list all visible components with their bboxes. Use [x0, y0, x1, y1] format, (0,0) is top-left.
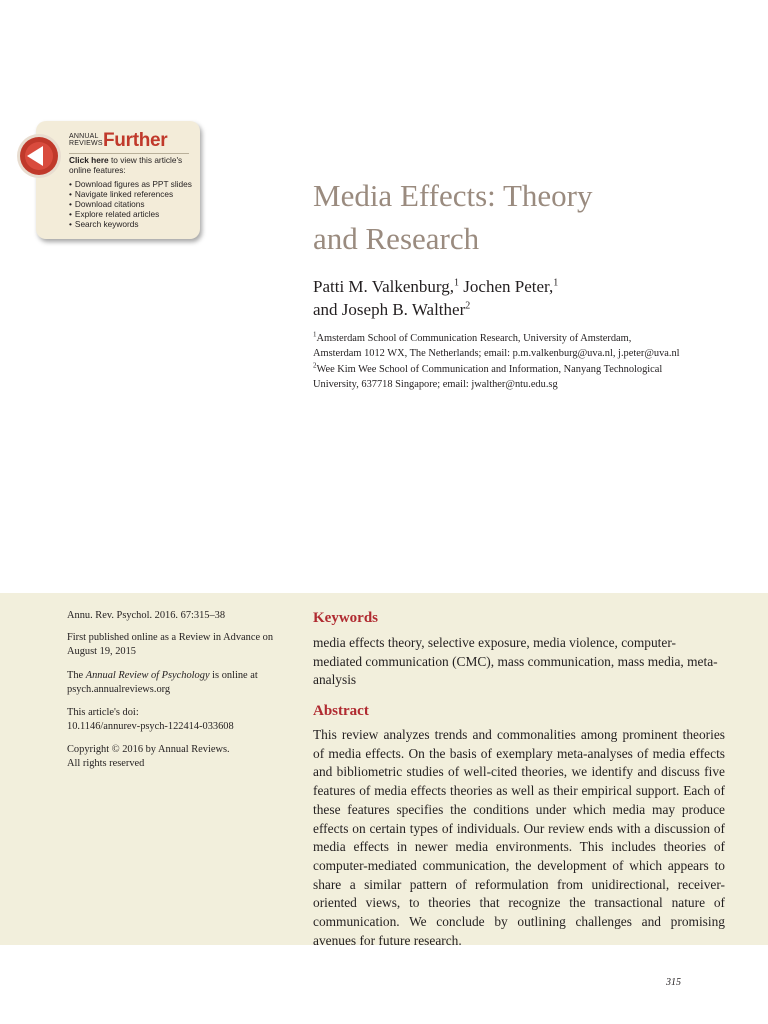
journal-online-info: The Annual Review of Psychology is online at psych.annualreviews.org	[67, 670, 258, 696]
keywords-text: media effects theory, selective exposure, media violence, computer-mediated communication (CMC), mass communication, mass media, meta-analysis	[313, 635, 718, 688]
page-number: 315	[666, 977, 681, 988]
abstract-text: This review analyzes trends and commonalities among prominent theories of media effects. On the basis of exemplary meta-analyses of media effects and bibliometric studies of well-cited theories, we identify and discuss five features of media effects theories as well as their empirical support. Each of these features specifies the conditions under which media may produce effects on certain types of individuals. Our review ends with a discussion of media effects in newer media environments. This includes theories of computer-mediated communication, the development of which appears to share a similar pattern of reformulation from unidirectional, receiver-oriented views, to theories that recognize the transactional nature of communication. We conclude by outlining challenges and promising avenues for future research.	[313, 727, 725, 948]
keywords-heading: Keywords	[313, 610, 378, 626]
click-here-text: Click here to view this article's online features:	[69, 155, 183, 175]
annual-reviews-logo: ANNUAL REVIEWS	[69, 133, 103, 147]
further-item-search-keywords[interactable]: • Search keywords	[69, 219, 192, 229]
further-divider	[69, 153, 189, 154]
copyright-info: Copyright © 2016 by Annual Reviews. All rights reserved	[67, 744, 230, 770]
author-list: Patti M. Valkenburg,$^1$ Jochen Peter,$^1$ and Joseph B. Walther$^2$	[313, 277, 559, 319]
back-arrow-icon[interactable]	[16, 133, 62, 179]
further-features-list	[69, 179, 192, 229]
further-item-download-citations[interactable]: • Download citations	[69, 199, 192, 209]
abstract-heading: Abstract	[313, 703, 369, 719]
affiliation-1: $^1$Amsterdam School of Communication Research, University of Amsterdam, Amsterdam 1012 WX, The Netherlands; email: p.m.valkenburg@uva.nl, j.peter@uva.nl	[313, 330, 680, 359]
further-label: Further	[103, 130, 168, 151]
affiliation-2: $^2$Wee Kim Wee School of Communication and Information, Nanyang Technological University, 637718 Singapore; email: jwalther@ntu.edu.sg	[313, 361, 663, 390]
click-here-link[interactable]: Click here	[69, 155, 109, 165]
further-item-navigate-references[interactable]: • Navigate linked references	[69, 189, 192, 199]
journal-url[interactable]: psych.annualreviews.org	[67, 684, 171, 696]
article-title: Media Effects: Theory and Research	[313, 178, 593, 256]
further-item-related-articles[interactable]: • Explore related articles	[69, 209, 192, 219]
citation-info: Annu. Rev. Psychol. 2016. 67:315–38	[67, 610, 226, 621]
doi-link[interactable]: 10.1146/annurev-psych-122414-033608	[67, 721, 234, 733]
further-item-download-figures[interactable]: • Download figures as PPT slides	[69, 179, 192, 189]
first-published-info: First published online as a Review in Advance on August 19, 2015	[67, 632, 274, 658]
doi-info: This article's doi: 10.1146/annurev-psych-122414-033608	[67, 707, 234, 733]
